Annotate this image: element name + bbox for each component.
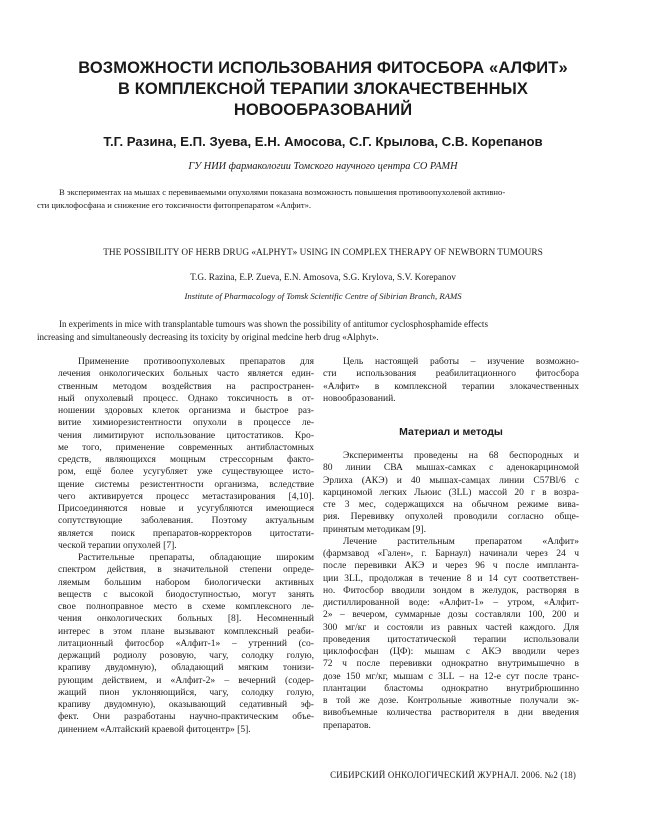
text-line: сти использования реабилитационного фитосбора	[323, 368, 579, 380]
text-line: чего активируется процесс метастазирования [4,10].	[58, 490, 314, 502]
title-en: THE POSSIBILITY OF HERB DRUG «ALPHYT» USING IN COMPLEX THERAPY OF NEWBORN TUMOURS	[103, 248, 543, 258]
text-line: 80 линии СВА мышах-самках с аденокарциномой	[323, 462, 579, 474]
text-line: держащий родиолу розовую, чагу, солодку голую,	[58, 650, 314, 661]
text-line: ции 3LL, продолжая в течение 8 и 14 сут соответствен-	[323, 572, 579, 584]
right-paragraph-aim	[323, 356, 579, 405]
text-line: ме того, применение современных антибластомных	[58, 441, 314, 453]
text-line: карциномой легких Льюис (3LL) массой 20 г в возра-	[323, 486, 579, 498]
affiliation-ru: ГУ НИИ фармакологии Томского научного центра СО РАМН	[188, 161, 458, 172]
text-line: сте 3 мес, содержащихся на обычном режиме вива-	[323, 499, 579, 510]
text-line: спектром действия, в значительной степени опреде-	[58, 564, 314, 576]
text-line: жащий пион уклоняющийся, чагу, солодку голую,	[58, 686, 314, 698]
authors-en: T.G. Razina, E.P. Zueva, E.N. Amosova, S.G. Krylova, S.V. Korepanov	[190, 273, 456, 283]
left-paragraph-1	[58, 356, 314, 552]
abstract-en	[37, 318, 609, 343]
text-line: плантации бластомы однократно внутрибрюшинно	[323, 682, 579, 694]
text-line: ляемым большим набором биологически активных	[58, 576, 314, 588]
text-line: крапиву двудомную), обладающий мягким тонизи-	[58, 662, 314, 674]
text-line: крапиву двудомную), оказывающий седативный эф-	[58, 699, 314, 710]
text-line: принятым методикам [9].	[323, 523, 426, 535]
text-line: в той же дозе. Контрольные животные получали эк-	[323, 695, 579, 706]
right-paragraph-treatment	[323, 536, 579, 732]
text-line: ческой терапии опухолей [7].	[58, 539, 177, 551]
text-line: свое полноправное место в схеме комплексного ле-	[58, 601, 314, 612]
left-column	[58, 356, 314, 736]
article-title	[40, 58, 606, 121]
text-line: 300 мг/кг и состояли из равных частей каждого. Для	[323, 621, 579, 633]
text-line: (фармзавод «Гален», г. Барнаул) начинали через 24 ч	[323, 548, 579, 559]
text-line: но. Фитосбор вводили зондом в желудок, растворяя в	[323, 584, 579, 596]
text-line: ношении здоровых клеток организма и быстрое раз-	[58, 405, 314, 416]
left-paragraph-2	[58, 552, 314, 736]
text-line: лечения онкологических больных часто является един-	[58, 368, 314, 380]
text-line: дозе 150 мг/кг, мышам с 3LL – на 12-е сут после транс-	[323, 670, 579, 682]
text-line: рующим действием, и «Алфит-2» – вечерний (содер-	[58, 674, 314, 686]
text-line: Эрлиха (АКЭ) и 40 мышах-самцах линии С57Bl/6 с	[323, 474, 579, 486]
text-line: чения лимитируют использование цитостатиков. Кро-	[58, 429, 314, 441]
abstract-ru	[37, 186, 609, 211]
text-line: Лечение растительным препаратом «Алфит»	[343, 535, 579, 547]
abstract-ru-line: В экспериментах на мышах с перевиваемыми опухолями показана возможность повышения противоопухолевой активно-	[59, 187, 506, 197]
journal-footer: СИБИРСКИЙ ОНКОЛОГИЧЕСКИЙ ЖУРНАЛ. 2006. №2 (18)	[330, 770, 576, 780]
text-line: 72 ч после перевивки однократно внутримышечно в	[323, 658, 579, 670]
text-line: интерес в этом плане вызывают комплексный реаби-	[58, 625, 314, 637]
text-line: является поиск препаратов-корректоров цитостати-	[58, 527, 314, 539]
text-line: дистиллированной воде: «Алфит-1» – утром, «Алфит-	[323, 597, 579, 608]
text-line: Растительные препараты, обладающие широким	[78, 552, 314, 563]
text-line: литационный фитосбор «Алфит-1» – утренний (со-	[58, 637, 314, 649]
text-line: ром, ещё более усугубляет уже существующее исто-	[58, 466, 314, 478]
text-line: ственным методом воздействия на распространен-	[58, 380, 314, 392]
section-heading-methods: Материал и методы	[399, 426, 503, 438]
text-line: Применение противоопухолевых препаратов для	[78, 356, 314, 367]
text-line: веществ с высокой биодоступностью, могут занять	[58, 588, 314, 600]
title-line: НОВООБРАЗОВАНИЙ	[233, 101, 413, 119]
authors-ru: Т.Г. Разина, Е.П. Зуева, Е.Н. Амосова, С.Г. Крылова, С.В. Корепанов	[103, 134, 543, 149]
text-line: новообразований.	[323, 392, 396, 404]
text-line: «Алфит» в комплексной терапии злокачественных	[323, 380, 579, 392]
text-line: средств, являющихся мощным стрессорным факто-	[58, 454, 314, 465]
text-line: рия. Перевивку опухолей проводили согласно обще-	[323, 511, 579, 523]
title-line: ВОЗМОЖНОСТИ ИСПОЛЬЗОВАНИЯ ФИТОСБОРА «АЛФИТ»	[78, 59, 568, 77]
text-line: витие химиорезистентности опухоли в процессе ле-	[58, 417, 314, 429]
text-line: щение системы резистентности организма, вследствие	[58, 478, 314, 490]
abstract-en-line: increasing and simultaneously decreasing its toxicity by original medcine herb drug «Alphyt».	[37, 331, 379, 342]
text-line: проведения цитостатической терапии использовали	[323, 633, 579, 645]
affiliation-en: Institute of Pharmacology of Tomsk Scientific Centre of Sibirian Branch, RAMS	[184, 291, 462, 301]
right-paragraph-experiments	[323, 450, 579, 536]
text-line: препаратов.	[323, 719, 371, 731]
abstract-en-line: In experiments in mice with transplantable tumours was shown the possibility of antitumor cyclosphosphamide effects	[59, 319, 488, 329]
text-line: Эксперименты проведены на 68 беспородных и	[343, 450, 579, 461]
right-column-methods	[323, 450, 579, 732]
text-line: фект. Они разработаны научно-практическим объе-	[58, 711, 314, 723]
text-line: чения онкологических больных [8]. Несомненный	[58, 613, 314, 625]
title-line: В КОМПЛЕКСНОЙ ТЕРАПИИ ЗЛОКАЧЕСТВЕННЫХ	[118, 80, 528, 98]
text-line: динением «Алтайский краевой фитоцентр» [5].	[58, 723, 251, 735]
text-line: Цель настоящей работы – изучение возможно-	[343, 356, 579, 367]
text-line: циклофосфан (ЦФ): мышам с АКЭ вводили через	[323, 646, 579, 657]
text-line: вивобъемные количества растворителя в дни введения	[323, 707, 579, 719]
text-line: 2» – вечером, суммарные дозы составляли 100, 200 и	[323, 609, 579, 621]
abstract-ru-line: сти циклофосфана и снижение его токсичности фитопрепаратом «Алфит».	[37, 199, 312, 210]
text-line: сопутствующие заболевания. Поэтому актуальным	[58, 515, 314, 527]
text-line: Присоединяются новые и усугубляются имеющиеся	[58, 503, 314, 514]
text-line: ный опухолевый процесс. Однако токсичность в от-	[58, 392, 314, 404]
right-column-intro	[323, 356, 579, 405]
text-line: после перевивки АКЭ и через 96 ч после импланта-	[323, 560, 579, 572]
